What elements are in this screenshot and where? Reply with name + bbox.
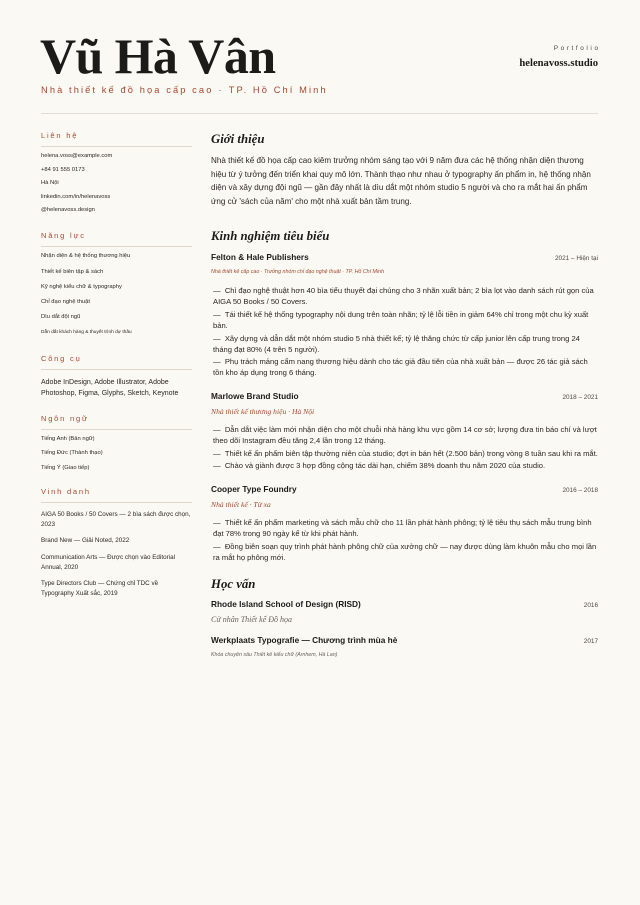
- skills-list: [41, 249, 192, 340]
- headline: [41, 85, 328, 96]
- portfolio-label: Portfolio: [553, 45, 601, 52]
- honor-item: Brand New — Giải Noted, 2022: [41, 537, 130, 545]
- job-achievements: [211, 285, 598, 378]
- skill-item: Thiết kế biên tập & sách: [41, 268, 104, 275]
- job-entry: [211, 250, 598, 378]
- education-year: 2016: [583, 602, 598, 610]
- languages-heading: Ngôn ngữ: [41, 414, 192, 430]
- education-header: [211, 597, 598, 613]
- achievement-item: — Dẫn dắt việc làm mới nhận diện cho một chuỗi nhà hàng khu vực gồm 14 cơ sở; lượng đưa tin báo chí và lượt theo dõi Instagram đều tăng 2,4 lần trong 12 tháng.: [213, 424, 598, 446]
- skills-heading: Năng lực: [41, 231, 192, 247]
- skill-item: Dìu dắt đội ngũ: [41, 314, 81, 321]
- job-header: [211, 389, 598, 405]
- honor-item: Communication Arts — Được chọn vào Editorial Annual, 2020: [41, 553, 175, 571]
- contact-linkedin-link[interactable]: linkedin.com/in/helenavoss: [41, 193, 111, 200]
- achievement-item: — Xây dựng và dẫn dắt một nhóm studio 5 nhà thiết kế; tỷ lệ thăng chức từ cấp junior lên cấp trung trong 24 tháng đạt 80% (4 trên 5 người).: [213, 333, 598, 355]
- education-detail: Cử nhân Thiết kế Đồ họa: [211, 615, 293, 625]
- education-year: 2017: [583, 638, 598, 646]
- contact-section: [41, 131, 192, 218]
- tools-section: [41, 354, 192, 399]
- achievement-item: — Thiết kế ấn phẩm marketing và sách mẫu chữ cho 11 lần phát hành phông; tỷ lệ tiêu thụ sách mẫu trung bình đạt 78% trong 90 ngày kể từ khi phát hành.: [213, 517, 598, 539]
- headline-title: Nhà thiết kế đồ họa cấp cao: [41, 85, 214, 95]
- education-section: [211, 576, 598, 661]
- skill-item: Nhận diện & hệ thống thương hiệu: [41, 253, 131, 260]
- skill-item: Kỹ nghệ kiểu chữ & typography: [41, 283, 122, 290]
- education-school: Werkplaats Typografie — Chương trình mùa hè: [211, 635, 398, 646]
- language-item: Tiếng Đức (Thành thạo): [41, 450, 103, 457]
- skill-item: Chỉ đạo nghệ thuật: [41, 299, 90, 306]
- contact-phone: +84 91 555 0173: [41, 166, 85, 173]
- candidate-name: Vũ Hà Vân: [40, 28, 276, 84]
- job-company: Marlowe Brand Studio: [211, 391, 299, 402]
- languages-list: [41, 432, 192, 476]
- education-school: Rhode Island School of Design (RISD): [211, 599, 361, 610]
- experience-section: [211, 228, 598, 563]
- language-item: Tiếng Ý (Giao tiếp): [41, 464, 90, 471]
- main-column: [211, 131, 598, 661]
- intro-heading: Giới thiệu: [211, 132, 265, 146]
- job-role: Nhà thiết kế · Từ xa: [211, 500, 271, 510]
- achievement-item: — Chào và giành được 3 hợp đồng cộng tác dài hạn, chiếm 38% doanh thu năm 2020 của studio.: [213, 460, 598, 471]
- job-achievements: [211, 424, 598, 472]
- contact-heading: Liên hệ: [41, 131, 192, 147]
- contact-list: [41, 150, 192, 218]
- job-header: [211, 250, 598, 266]
- portfolio-block: [519, 44, 601, 71]
- intro-paragraph: Nhà thiết kế đồ họa cấp cao kiêm trưởng nhóm sáng tạo với 9 năm đưa các hệ thống nhận diện thương hiệu từ ý tưởng đến triển khai quy mô lớn. Thành thạo như nhau ở typography ấn phẩm in, hệ thống nhận diện và xây dựng đội ngũ — gần đây nhất là dìu dắt một nhóm studio 5 người và cho ra mắt hai ấn phẩm ứng cử 'sách của năm' cho một nhà xuất bản tầm trung.: [211, 156, 591, 206]
- job-entry: [211, 482, 598, 562]
- honors-section: [41, 487, 192, 599]
- portfolio-link[interactable]: helenavoss.studio: [519, 58, 598, 69]
- tools-list: Adobe InDesign, Adobe Illustrator, Adobe Photoshop, Figma, Glyphs, Sketch, Keynote: [41, 378, 179, 397]
- achievement-item: — Tái thiết kế hệ thống typography nội dung trên toàn nhãn; tỷ lệ lỗi tiền in giảm 64% chỉ trong một chu kỳ xuất bản.: [213, 309, 598, 331]
- headline-location: TP. Hồ Chí Minh: [228, 85, 328, 95]
- job-dates: 2016 – 2018: [562, 487, 598, 495]
- experience-heading: Kinh nghiệm tiêu biểu: [211, 229, 330, 243]
- job-dates: 2018 – 2021: [562, 394, 598, 402]
- education-heading: Học vấn: [211, 577, 256, 592]
- contact-city: Hà Nội: [41, 180, 59, 187]
- education-entry: [211, 597, 598, 627]
- achievement-item: — Chỉ đạo nghệ thuật hơn 40 bìa tiểu thuyết đại chúng cho 3 nhãn xuất bản; 2 bìa lọt vào danh sách rút gọn của AIGA 50 Books / 50 Covers.: [213, 285, 598, 307]
- job-achievements: [211, 517, 598, 563]
- contact-social-handle[interactable]: @helenavoss.design: [41, 207, 95, 214]
- education-header: [211, 633, 598, 649]
- honors-list: [41, 510, 192, 599]
- education-detail: Khóa chuyên sâu Thiết kế kiểu chữ (Arnhem, Hà Lan): [211, 652, 338, 659]
- job-entry: [211, 389, 598, 471]
- job-company: Felton & Hale Publishers: [211, 252, 309, 262]
- honors-heading: Vinh danh: [41, 487, 192, 503]
- achievement-item: — Thiết kế ấn phẩm biên tập thường niên của studio; đợt in bán hết (2.500 bản) trong vòng 8 tuần sau khi ra mắt.: [213, 448, 598, 459]
- achievement-item: — Đồng biên soạn quy trình phát hành phông chữ của xưởng chữ — nay được dùng làm khuôn mẫu cho mọi lần ra mắt họ phông mới.: [213, 541, 598, 563]
- languages-section: [41, 414, 192, 475]
- job-header: [211, 482, 598, 498]
- tools-heading: Công cụ: [41, 354, 192, 370]
- skills-section: [41, 231, 192, 341]
- job-role: Nhà thiết kế thương hiệu · Hà Nội: [211, 407, 315, 417]
- honor-item: Type Directors Club — Chứng chỉ TDC về Typography Xuất sắc, 2019: [41, 580, 159, 598]
- header-divider: [41, 113, 598, 114]
- intro-section: [211, 131, 598, 208]
- skill-item: Dẫn dắt khách hàng & thuyết trình dự thầu: [41, 330, 132, 336]
- education-entry: [211, 633, 598, 661]
- job-role: Nhà thiết kế cấp cao · Trưởng nhóm chỉ đạo nghệ thuật · TP. Hồ Chí Minh: [211, 269, 385, 275]
- language-item: Tiếng Anh (Bản ngữ): [41, 435, 95, 442]
- job-company: Cooper Type Foundry: [211, 484, 297, 495]
- sidebar: [41, 131, 192, 599]
- honor-item: AIGA 50 Books / 50 Covers — 2 bìa sách được chọn, 2023: [41, 511, 191, 529]
- headline-separator: ·: [218, 85, 224, 95]
- job-dates: 2021 – Hiện tại: [555, 255, 598, 262]
- achievement-item: — Phụ trách mảng cẩm nang thương hiệu dành cho tác giả đầu tiên của nhà xuất bản — được 26 tác giả sách tồn kho áp dụng trong 6 tháng.: [213, 356, 598, 378]
- contact-email-link[interactable]: helena.voss@example.com: [41, 153, 113, 160]
